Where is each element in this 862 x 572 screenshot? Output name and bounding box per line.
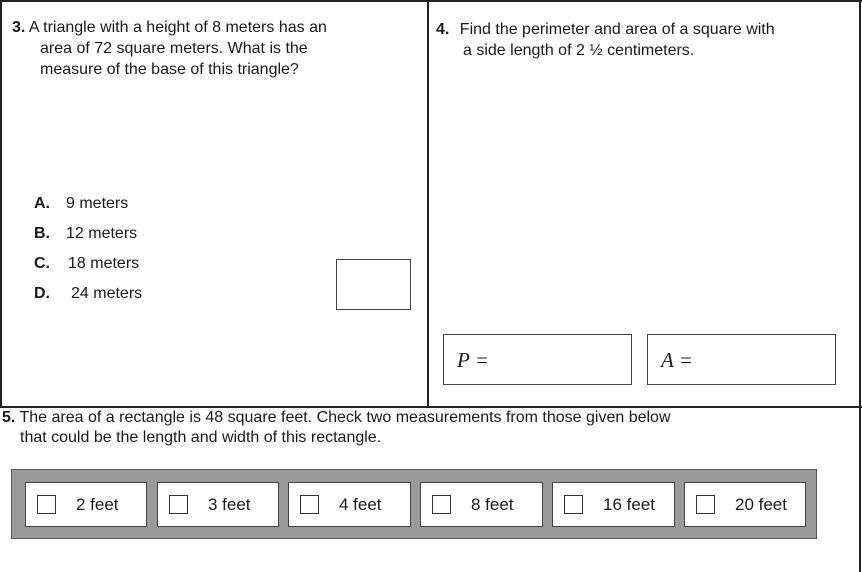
question-5-prompt [2,408,852,448]
question-3-line-2: area of 72 square meters. What is the [40,40,308,57]
question-3-line-3: measure of the base of this triangle? [40,61,299,78]
question-3-answer-box[interactable] [336,259,411,310]
measurement-options [11,469,817,539]
checkbox-icon[interactable] [564,495,583,514]
option-8-feet[interactable] [420,482,543,527]
choice-letter: B. [34,225,50,242]
choice-letter: D. [34,285,50,302]
question-4-line-1: Find the perimeter and area of a square with [459,21,775,38]
choice-d[interactable] [34,283,142,313]
option-4-feet[interactable] [288,482,411,527]
choice-text: 24 meters [71,285,143,302]
question-4-number: 4. [436,21,450,38]
question-4-line-2: a side length of 2 ½ centimeters. [463,42,695,59]
option-label: 3 feet [208,494,251,514]
area-label: A = [661,348,693,372]
question-4-prompt [436,19,856,61]
option-label: 20 feet [735,494,787,514]
option-2-feet[interactable] [25,482,147,527]
perimeter-label: P = [457,348,489,372]
option-3-feet[interactable] [157,482,279,527]
choice-b[interactable] [34,223,142,253]
choice-text: 12 meters [66,225,138,242]
choice-a[interactable] [34,193,142,223]
checkbox-icon[interactable] [37,495,56,514]
column-divider [427,0,429,408]
perimeter-answer-box[interactable] [443,334,632,385]
question-3-line-1: A triangle with a height of 8 meters has an [28,19,327,36]
option-label: 16 feet [603,494,655,514]
question-3-prompt [12,17,412,80]
question-5-line-2: that could be the length and width of this rectangle. [20,429,382,446]
option-20-feet[interactable] [684,482,806,527]
option-16-feet[interactable] [552,482,675,527]
checkbox-icon[interactable] [696,495,715,514]
option-label: 2 feet [76,494,119,514]
choice-text: 18 meters [68,255,140,272]
question-5-number: 5. [2,409,16,426]
left-border [0,0,2,408]
choice-c[interactable] [34,253,142,283]
question-3-number: 3. [12,19,26,36]
question-5-line-1: The area of a rectangle is 48 square feet. Check two measurements from those given below [19,409,671,426]
checkbox-icon[interactable] [300,495,319,514]
choice-letter: C. [34,255,50,272]
area-answer-box[interactable] [647,334,836,385]
top-border [0,0,862,2]
option-label: 8 feet [471,494,514,514]
right-border [859,0,861,572]
checkbox-icon[interactable] [432,495,451,514]
question-3-choices [34,193,142,313]
choice-text: 9 meters [66,195,129,212]
choice-letter: A. [34,195,50,212]
option-label: 4 feet [339,494,382,514]
checkbox-icon[interactable] [169,495,188,514]
